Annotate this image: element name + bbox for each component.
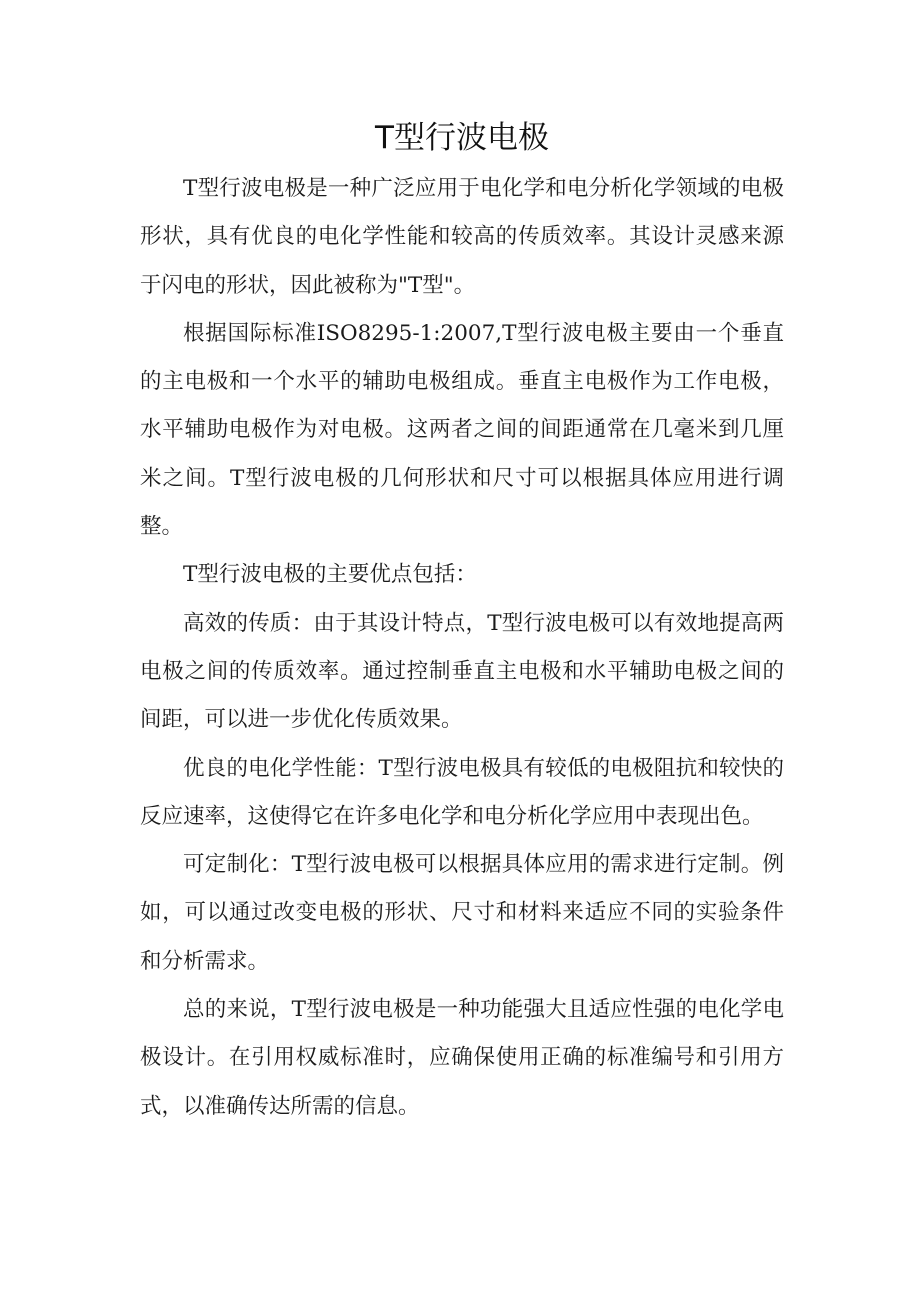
document-title: T型行波电极 <box>375 120 549 156</box>
paragraph-electrochemical-performance: 优良的电化学性能：T型行波电极具有较低的电极阻抗和较快的反应速率，这使得它在许多电化学和电分析化学应用中表现出色。 <box>140 755 784 829</box>
paragraph-summary: 总的来说，T型行波电极是一种功能强大且适应性强的电化学电极设计。在引用权威标准时，应确保使用正确的标准编号和引用方式，以准确传达所需的信息。 <box>140 997 784 1119</box>
paragraph-intro: T型行波电极是一种广泛应用于电化学和电分析化学领域的电极形状，具有优良的电化学性能和较高的传质效率。其设计灵感来源于闪电的形状，因此被称为"T型"。 <box>140 176 784 298</box>
paragraph-mass-transfer: 高效的传质：由于其设计特点，T型行波电极可以有效地提高两电极之间的传质效率。通过控制垂直主电极和水平辅助电极之间的间距，可以进一步优化传质效果。 <box>140 610 784 733</box>
paragraph-structure: 根据国际标准ISO8295-1:2007,T型行波电极主要由一个垂直的主电极和一个水平的辅助电极组成。垂直主电极作为工作电极，水平辅助电极作为对电极。这两者之间的间距通常在几毫米到几厘米之间。T型行波电极的几何形状和尺寸可以根据具体应用进行调整。 <box>140 320 784 540</box>
document-body <box>140 165 784 1131</box>
paragraph-customizable: 可定制化：T型行波电极可以根据具体应用的需求进行定制。例如，可以通过改变电极的形状、尺寸和材料来适应不同的实验条件和分析需求。 <box>140 852 784 974</box>
paragraph-advantages-heading: T型行波电极的主要优点包括： <box>183 562 477 588</box>
